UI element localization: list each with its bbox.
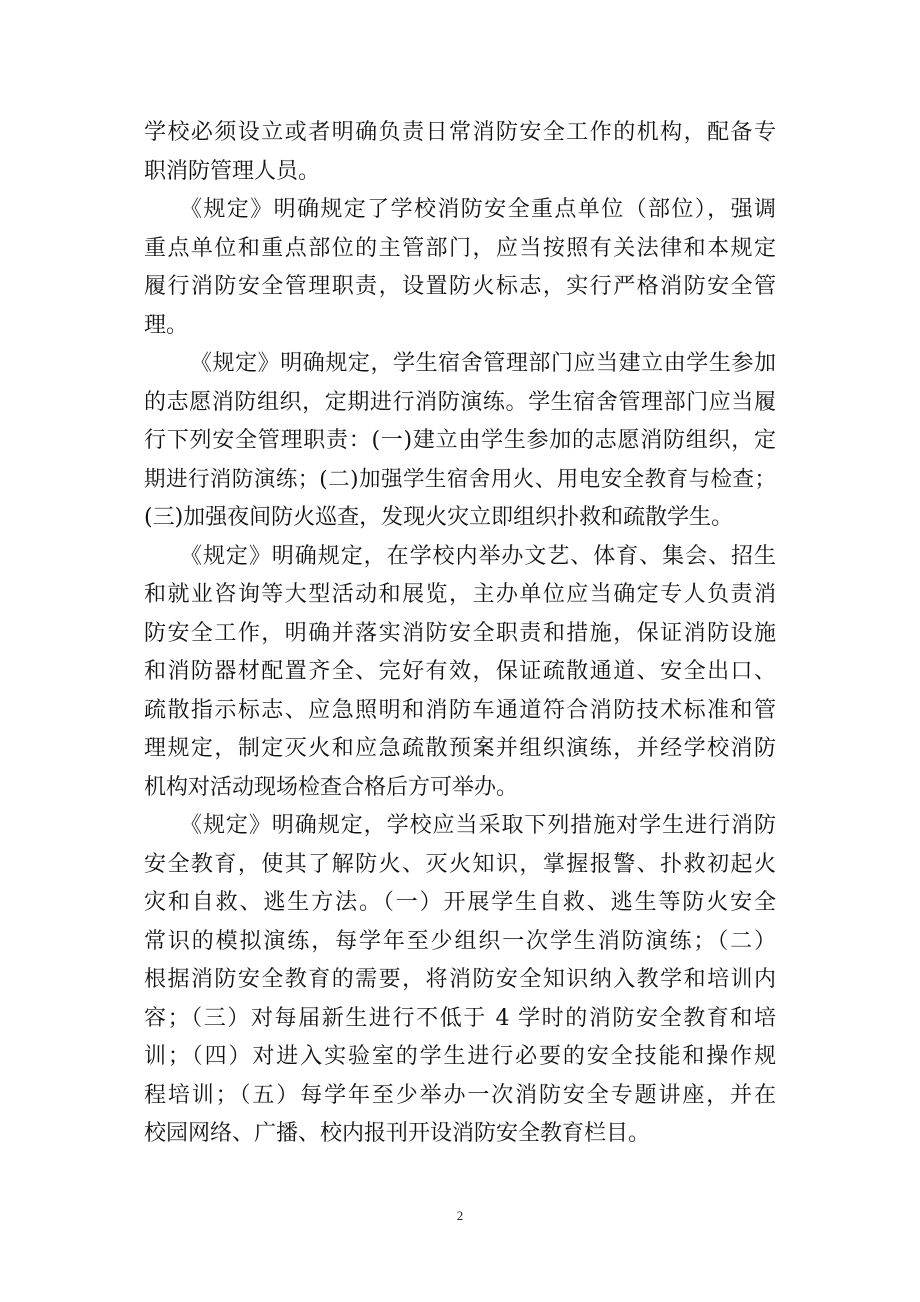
text-line: 的志愿消防组织，定期进行消防演练。学生宿舍管理部门应当履 xyxy=(144,389,776,415)
text-line: 理规定，制定灭火和应急疏散预案并组织演练，并经学校消防 xyxy=(144,736,776,761)
text-line: 《规定》明确规定，学生宿舍管理部门应当建立由学生参加 xyxy=(190,351,776,376)
text-line: 防安全工作，明确并落实消防安全职责和措施，保证消防设施 xyxy=(144,620,776,646)
page-number: 2 xyxy=(456,1208,464,1223)
text-line: (三)加强夜间防火巡查，发现火灾立即组织扑救和疏散学生。 xyxy=(144,505,734,530)
text-line: 《规定》明确规定，学校应当采取下列措施对学生进行消防 xyxy=(180,813,776,838)
text-line: 行下列安全管理职责：(一)建立由学生参加的志愿消防组织，定 xyxy=(144,428,776,453)
text-line: 疏散指示标志、应急照明和消防车通道符合消防技术标准和管 xyxy=(144,697,776,723)
text-line: 程培训；（五）每学年至少举办一次消防安全专题讲座，并在 xyxy=(144,1082,776,1108)
text-line: 机构对活动现场检查合格后方可举办。 xyxy=(144,774,519,800)
text-line: 和就业咨询等大型活动和展览，主办单位应当确定专人负责消 xyxy=(144,582,776,607)
text-line: 灾和自救、逃生方法。（一）开展学生自救、逃生等防火安全 xyxy=(144,890,776,915)
text-line: 《规定》明确规定了学校消防安全重点单位（部位），强调 xyxy=(180,197,776,222)
text-line: 训；（四）对进入实验室的学生进行必要的安全技能和操作规 xyxy=(144,1044,776,1069)
text-line: 常识的模拟演练，每学年至少组织一次学生消防演练；（二） xyxy=(144,928,776,954)
text-line: 职消防管理人员。 xyxy=(144,158,321,184)
text-line: 重点单位和重点部位的主管部门，应当按照有关法律和本规定 xyxy=(144,235,776,261)
body-text xyxy=(144,114,776,1154)
text-line: 学校必须设立或者明确负责日常消防安全工作的机构，配备专 xyxy=(144,120,776,145)
text-line: 校园网络、广播、校内报刊开设消防安全教育栏目。 xyxy=(144,1121,651,1146)
text-line: 和消防器材配置齐全、完好有效，保证疏散通道、安全出口、 xyxy=(144,659,776,684)
text-line: 《规定》明确规定，在学校内举办文艺、体育、集会、招生 xyxy=(180,543,776,569)
text-line: 履行消防安全管理职责，设置防火标志，实行严格消防安全管 xyxy=(144,274,776,299)
text-line: 根据消防安全教育的需要，将消防安全知识纳入教学和培训内 xyxy=(144,967,776,992)
text-line: 期进行消防演练；(二)加强学生宿舍用火、用电安全教育与检查； xyxy=(144,466,776,492)
text-line: 容；（三）对每届新生进行不低于 4 学时的消防安全教育和培 xyxy=(144,1005,776,1031)
text-line: 理。 xyxy=(144,312,189,338)
text-line: 安全教育，使其了解防火、灭火知识，掌握报警、扑救初起火 xyxy=(144,851,776,877)
